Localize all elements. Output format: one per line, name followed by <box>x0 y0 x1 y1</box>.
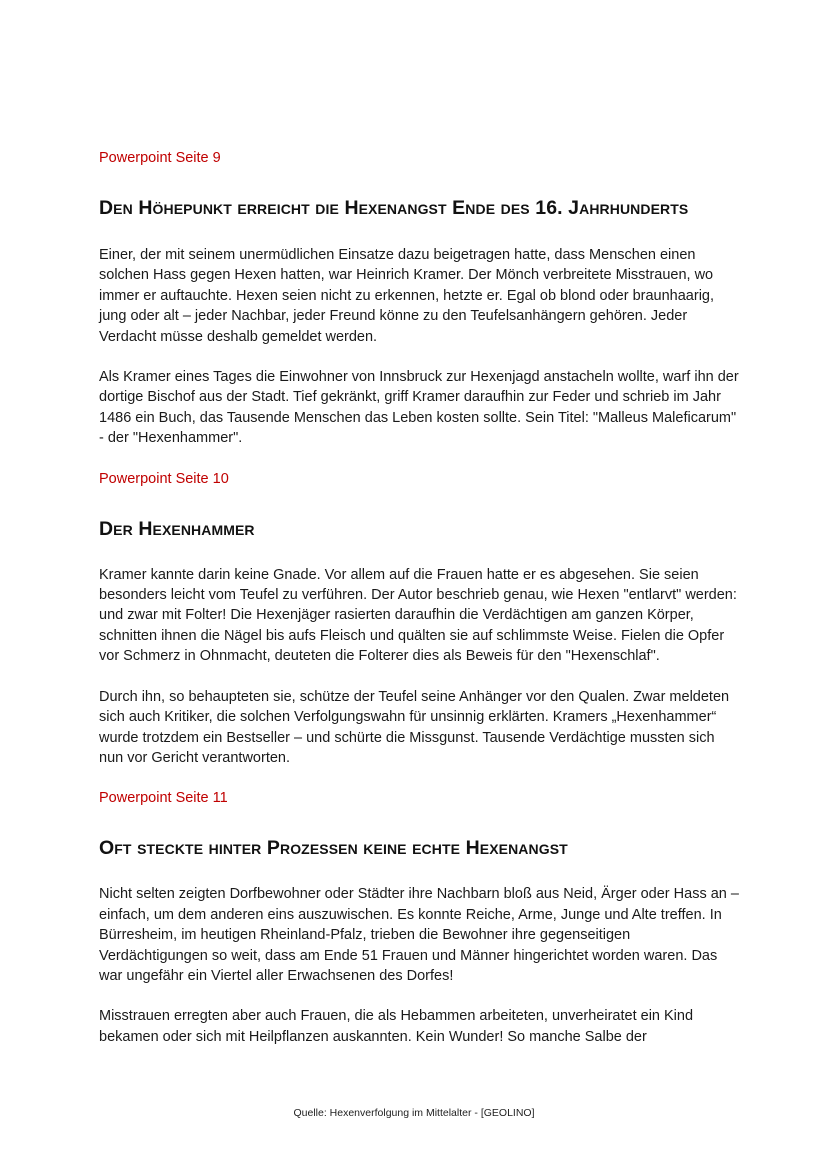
paragraph: Einer, der mit seinem unermüdlichen Einsatze dazu beigetragen hatte, dass Menschen einen solchen Hass gegen Hexen hatten, war Heinrich Kramer. Der Mönch verbreitete Misstrauen, wo immer er auftauchte. Hexen seien nicht zu erkennen, hetzte er. Egal ob blond oder braunhaarig, jung oder alt – jeder Nachbar, jeder Freund könne zu den Teufelsanhängern gehören. Jeder Verdacht müsse deshalb gemeldet werden. <box>99 247 715 345</box>
paragraph: Als Kramer eines Tages die Einwohner von Innsbruck zur Hexenjagd anstacheln wollte, warf ihn der dortige Bischof aus der Stadt. Tief gekränkt, griff Kramer daraufhin zur Feder und schrieb im Jahr 1486 ein Buch, das Tausende Menschen das Leben kosten sollte. Sein Titel: "Malleus Maleficarum" - der "Hexenhammer". <box>99 369 739 447</box>
slide-reference: Powerpoint Seite 11 <box>99 790 228 807</box>
paragraph: Durch ihn, so behaupteten sie, schütze der Teufel seine Anhänger vor den Qualen. Zwar meldeten sich auch Kritiker, die solchen Verfolgungswahn für unsinnig erklärten. Kramers „Hexenhammer“ wurde trotzdem ein Bestseller – und schürte die Missgunst. Tausende Verdächtige mussten sich nun vor Gericht verantworten. <box>99 688 730 766</box>
paragraph: Misstrauen erregten aber auch Frauen, die als Hebammen arbeiteten, unverheiratet ein Kind bekamen oder sich mit Heilpflanzen auskannten. Kein Wunder! So manche Salbe der <box>99 1008 694 1045</box>
slide-reference: Powerpoint Seite 10 <box>99 470 229 487</box>
paragraph: Nicht selten zeigten Dorfbewohner oder Städter ihre Nachbarn bloß aus Neid, Ärger oder Hass an – einfach, um dem anderen eins auszuwischen. Es konnte Reiche, Arme, Junge und Alte treffen. In Bürresheim, im heutigen Rheinland-Pfalz, trieben die Bewohner ihre gegenseitigen Verdächtigungen so weit, dass am Ende 51 Frauen und Männer hingerichtet worden waren. Das war ungefähr ein Viertel aller Erwachsenen des Dorfes! <box>99 886 739 984</box>
slide-reference: Powerpoint Seite 9 <box>99 150 221 166</box>
paragraph: Kramer kannte darin keine Gnade. Vor allem auf die Frauen hatte er es abgesehen. Sie seien besonders leicht vom Teufel zu verführen. Der Autor beschrieb genau, wie Hexen "entlarvt" werden: und zwar mit Folter! Die Hexenjäger rasierten daraufhin die Verdächtigen am ganzen Körper, schnitten ihnen die Nägel bis aufs Fleisch und quälten sie auf schlimmste Weise. Fielen die Opfer vor Schmerz in Ohnmacht, deuteten die Folterer dies als Beweis für den "Hexenschlaf". <box>99 566 737 665</box>
section-heading: Oft steckte hinter Prozessen keine echte Hexenangst <box>99 837 568 860</box>
document-body <box>99 148 739 1047</box>
section-heading: Der Hexenhammer <box>99 517 255 540</box>
page-footer: Quelle: Hexenverfolgung im Mittelalter - [GEOLINO] <box>293 1107 535 1119</box>
section-heading: Den Höhepunkt erreicht die Hexenangst Ende des 16. Jahrhunderts <box>99 197 689 219</box>
